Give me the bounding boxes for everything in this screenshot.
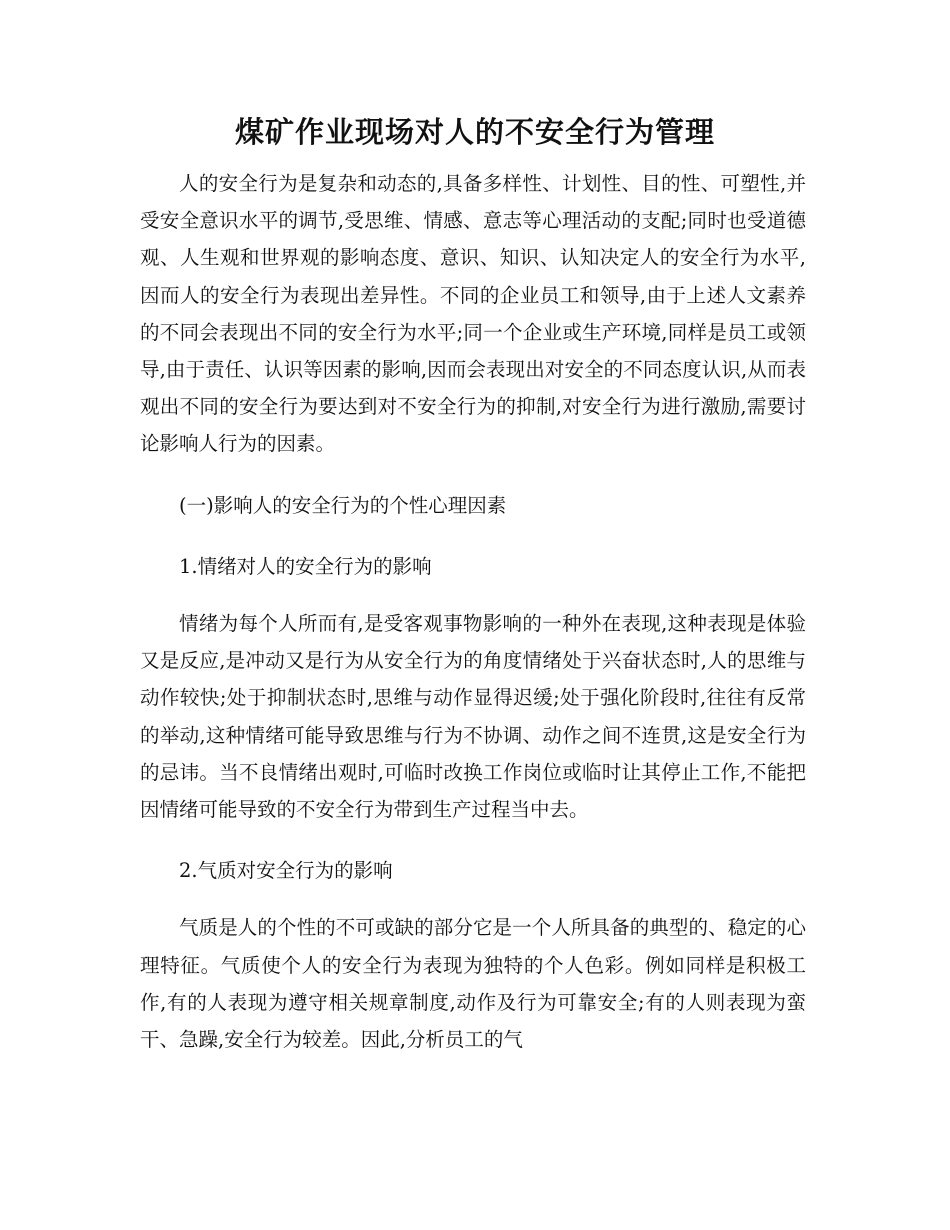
body-paragraph: 人的安全行为是复杂和动态的,具备多样性、计划性、目的性、可塑性,并受安全意识水平的调节,受思维、情感、意志等心理活动的支配;同时也受道德观、人生观和世界观的影响态度、意识、知识、认知决定人的安全行为水平,因而人的安全行为表现出差异性。不同的企业员工和领导,由于上述人文素养的不同会表现出不同的安全行为水平;同一个企业或生产环境,同样是员工或领导,由于责任、认识等因素的影响,因而会表现出对安全的不同态度认识,从而表观出不同的安全行为要达到对不安全行为的抑制,对安全行为进行激励,需要讨论影响人行为的因素。	[140, 172, 806, 456]
body-paragraph: 气质是人的个性的不可或缺的部分它是一个人所具备的典型的、稳定的心理特征。气质使个人的安全行为表现为独特的个人色彩。例如同样是积极工作,有的人表现为遵守相关规章制度,动作及行为可靠安全;有的人则表现为蛮干、急躁,安全行为较差。因此,分析员工的气	[140, 916, 806, 1052]
subsection-heading: 2.气质对安全行为的影响	[179, 859, 393, 883]
document-body	[140, 165, 806, 1058]
body-paragraph: 情绪为每个人所而有,是受客观事物影响的一种外在表现,这种表现是体验又是反应,是冲动又是行为从安全行为的角度情绪处于兴奋状态时,人的思维与动作较快;处于抑制状态时,思维与动作显得迟缓;处于强化阶段时,往往有反常的举动,这种情绪可能导致思维与行为不协调、动作之间不连贯,这是安全行为的忌讳。当不良情绪出观时,可临时改换工作岗位或临时让其停止工作,不能把因情绪可能导致的不安全行为带到生产过程当中去。	[140, 612, 806, 822]
subsection-heading: 1.情绪对人的安全行为的影响	[179, 554, 432, 578]
document-title: 煤矿作业现场对人的不安全行为管理	[234, 115, 715, 149]
section-heading: (一)影响人的安全行为的个性心理因素	[179, 493, 507, 517]
